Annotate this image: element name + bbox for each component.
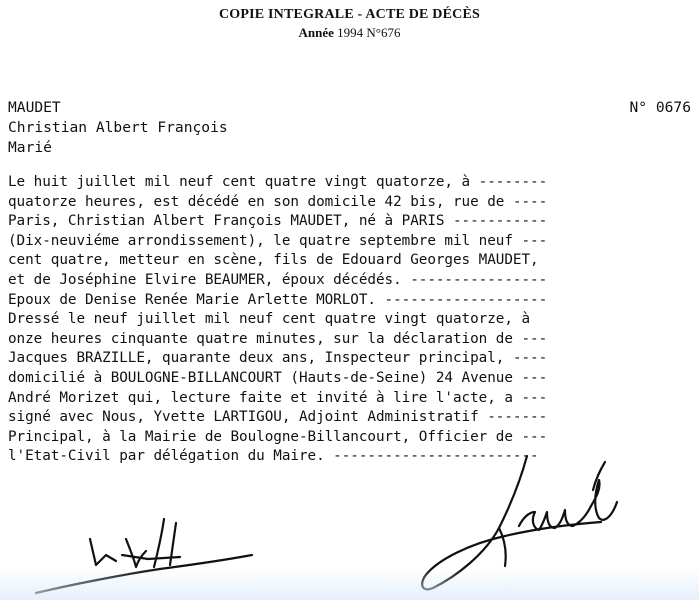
body-line: Paris, Christian Albert François MAUDET, né à PARIS ----------- [8,213,548,230]
deceased-surname: MAUDET [8,99,61,116]
marital-status: Marié [8,139,52,156]
year-label: Année [298,25,334,40]
deceased-identity [8,98,228,158]
body-line: quatorze heures, est décédé en son domicile 42 bis, rue de ---- [8,193,548,210]
body-line: (Dix-neuviéme arrondissement), le quatre septembre mil neuf --- [8,232,548,249]
year-value: 1994 N°676 [337,25,401,40]
deceased-given-names: Christian Albert François [8,119,228,136]
body-line: onze heures cinquante quatre minutes, sur la déclaration de --- [8,330,548,347]
body-line: l'Etat-Civil par délégation du Maire. ------------------------ [8,448,539,465]
body-line: Le huit juillet mil neuf cent quatre vingt quatorze, à -------- [8,174,548,190]
document-header [0,6,699,42]
body-line: Principal, à la Mairie de Boulogne-Billancourt, Officier de --- [8,428,548,445]
act-number: N° 0676 [629,99,691,116]
document-year-line [0,24,699,42]
body-line: Jacques BRAZILLE, quarante deux ans, Inspecteur principal, ---- [8,350,548,367]
document-title: COPIE INTEGRALE - ACTE DE DÉCÈS [219,7,480,22]
body-line: André Morizet qui, lecture faite et invité à lire l'acte, a --- [8,389,548,406]
body-line: et de Joséphine Elvire BEAUMER, époux décédés. ---------------- [8,271,548,288]
body-line: domicilié à BOULOGNE-BILLANCOURT (Hauts-de-Seine) 24 Avenue --- [8,369,548,386]
act-body [8,173,693,467]
scan-edge-tint [0,568,699,600]
body-line: cent quatre, metteur en scène, fils de Edouard Georges MAUDET, [8,252,539,269]
body-line: Dressé le neuf juillet mil neuf cent quatre vingt quatorze, à [8,311,531,328]
body-line: signé avec Nous, Yvette LARTIGOU, Adjoint Administratif ------- [8,409,548,426]
body-line: Epoux de Denise Renée Marie Arlette MORLOT. ------------------- [8,291,548,308]
